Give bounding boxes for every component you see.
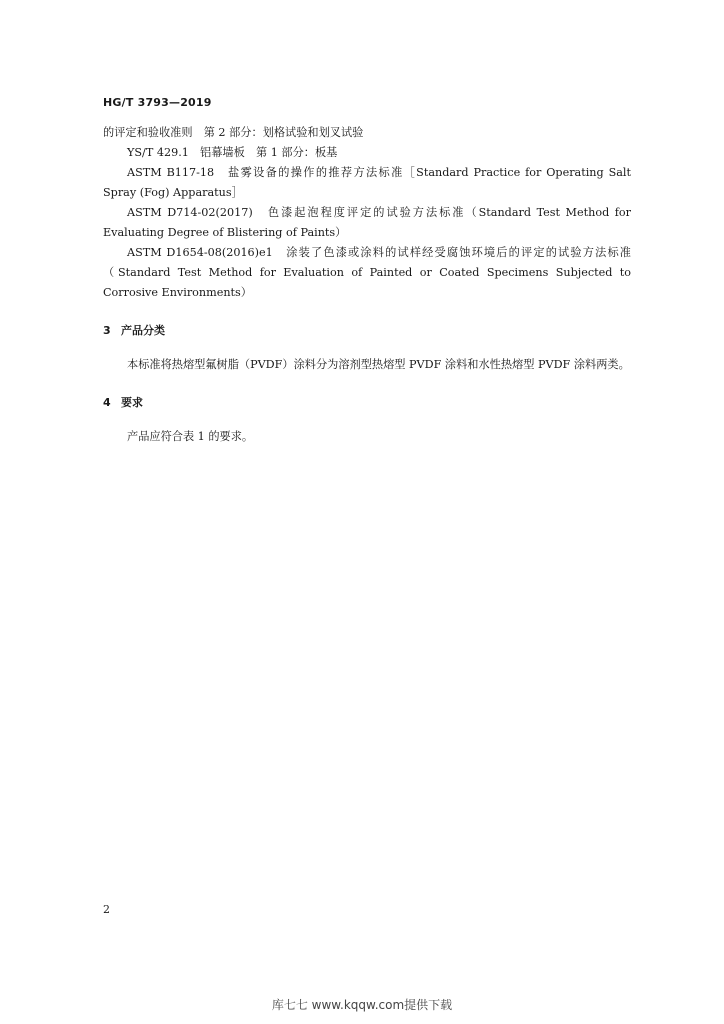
spacer xyxy=(103,341,631,355)
section-heading-3 xyxy=(103,321,631,341)
reference-item: ASTM D714-02(2017) 色漆起泡程度评定的试验方法标准（Standard Test Method for Evaluating Degree of Blistering of Paints） xyxy=(103,206,631,239)
spacer xyxy=(103,303,631,321)
reference-item: ASTM D1654-08(2016)e1 涂装了色漆或涂料的试样经受腐蚀环境后的评定的试验方法标准（Standard Test Method for Evaluation of Painted or Coated Specimens Subjected to Corrosive Environments） xyxy=(103,246,631,299)
spacer xyxy=(103,413,631,427)
section-4-paragraph: 产品应符合表 1 的要求。 xyxy=(127,430,254,443)
reference-item: ASTM B117-18 盐雾设备的操作的推荐方法标准［Standard Practice for Operating Salt Spray (Fog) Apparatus］ xyxy=(103,166,631,199)
document-body xyxy=(103,123,631,447)
section-title: 要求 xyxy=(121,396,143,409)
reference-item: YS/T 429.1 铝幕墙板 第 1 部分：板基 xyxy=(127,146,338,159)
footer-watermark: 库七七 www.kqqw.com提供下载 xyxy=(271,998,453,1012)
section-number: 3 xyxy=(103,324,111,337)
section-3-paragraph: 本标准将热熔型氟树脂（PVDF）涂料分为溶剂型热熔型 PVDF 涂料和水性热熔型 PVDF 涂料两类。 xyxy=(127,358,630,371)
page-number: 2 xyxy=(103,903,110,916)
section-heading-4 xyxy=(103,393,631,413)
document-header: HG/T 3793—2019 xyxy=(103,96,212,109)
spacer xyxy=(103,375,631,393)
section-number: 4 xyxy=(103,396,111,409)
section-title: 产品分类 xyxy=(121,324,165,337)
reference-continuation: 的评定和验收准则 第 2 部分：划格试验和划叉试验 xyxy=(103,126,364,139)
